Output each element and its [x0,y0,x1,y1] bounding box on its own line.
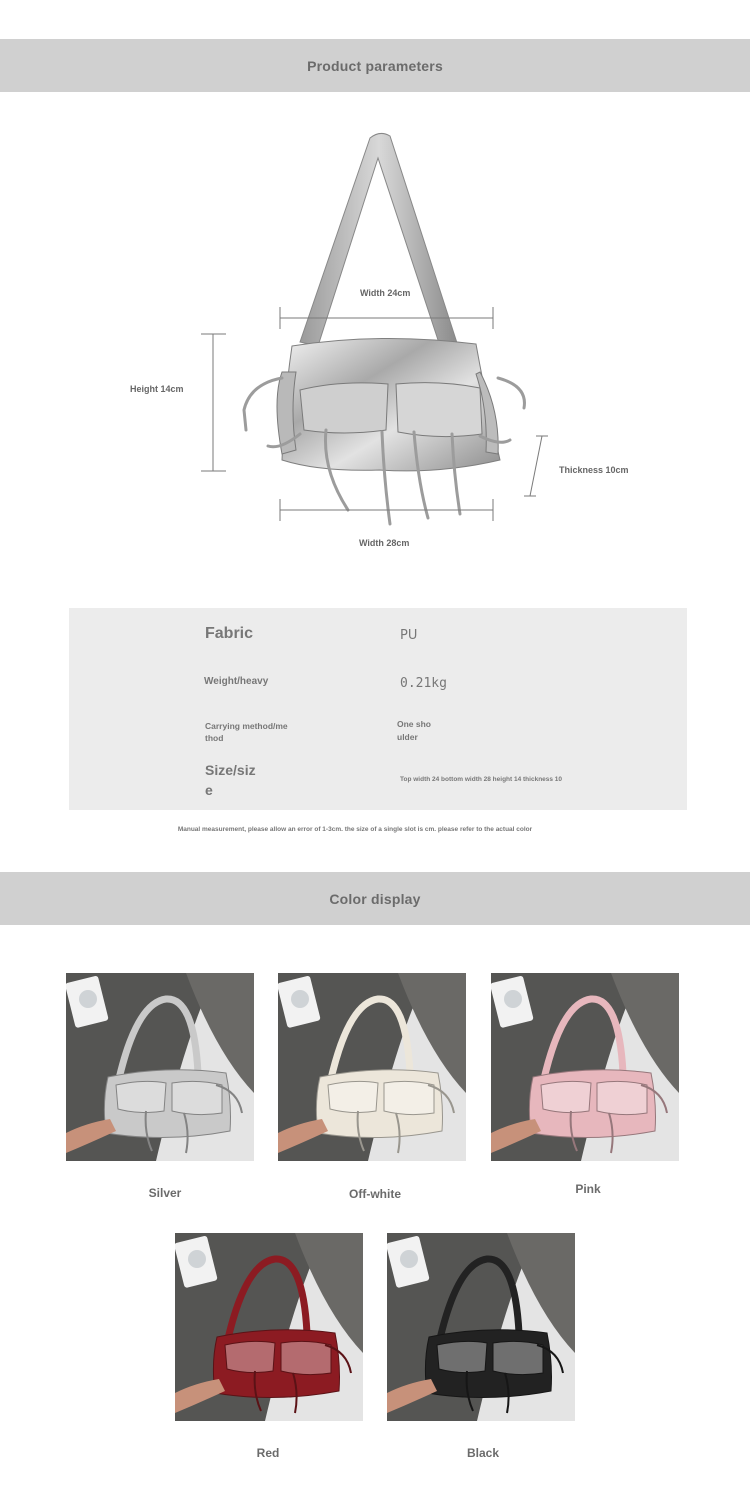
weight-label: Weight/heavy [204,676,269,687]
bottom-width-label: Width 28cm [359,538,410,548]
size-label-line1: Size/siz [205,762,256,778]
size-label-line2: e [205,782,213,798]
color-name-pink: Pink [575,1182,601,1196]
size-value: Top width 24 bottom width 28 height 14 thickness 10 [400,776,563,783]
color-photo-off-white [278,973,466,1161]
color-display-banner [0,872,750,925]
bag-dimension-diagram [0,110,750,570]
size-label [205,760,256,800]
bag-diagram-graphic [0,110,750,570]
carrying-method-label [205,720,288,744]
carrying-method-value-line1: One sho [397,719,432,729]
carrying-method-label-line1: Carrying method/me [205,721,288,731]
fabric-label: Fabric [205,625,254,642]
color-name-black: Black [466,1446,500,1460]
carrying-method-label-line2: thod [205,733,224,743]
fabric-value: PU [400,628,418,643]
height-label: Height 14cm [130,384,184,394]
color-photo-pink [491,973,679,1161]
color-name-silver: Silver [148,1186,182,1200]
color-photo-black [387,1233,575,1421]
color-photo-silver [66,973,254,1161]
color-photo-red [175,1233,363,1421]
section-title: Product parameters [307,57,443,74]
weight-value: 0.21kg [400,676,447,691]
parameter-table [69,608,687,810]
thickness-label: Thickness 10cm [559,465,629,475]
color-name-off-white: Off-white [349,1187,401,1201]
carrying-method-value-line2: ulder [397,732,418,742]
product-parameters-banner [0,39,750,92]
top-width-label: Width 24cm [360,288,411,298]
section-title: Color display [329,890,421,907]
color-name-red: Red [256,1446,280,1460]
carrying-method-value [397,718,431,744]
measurement-note: Manual measurement, please allow an error of 1-3cm. the size of a single slot is cm. please refer to the actual color [177,826,533,833]
